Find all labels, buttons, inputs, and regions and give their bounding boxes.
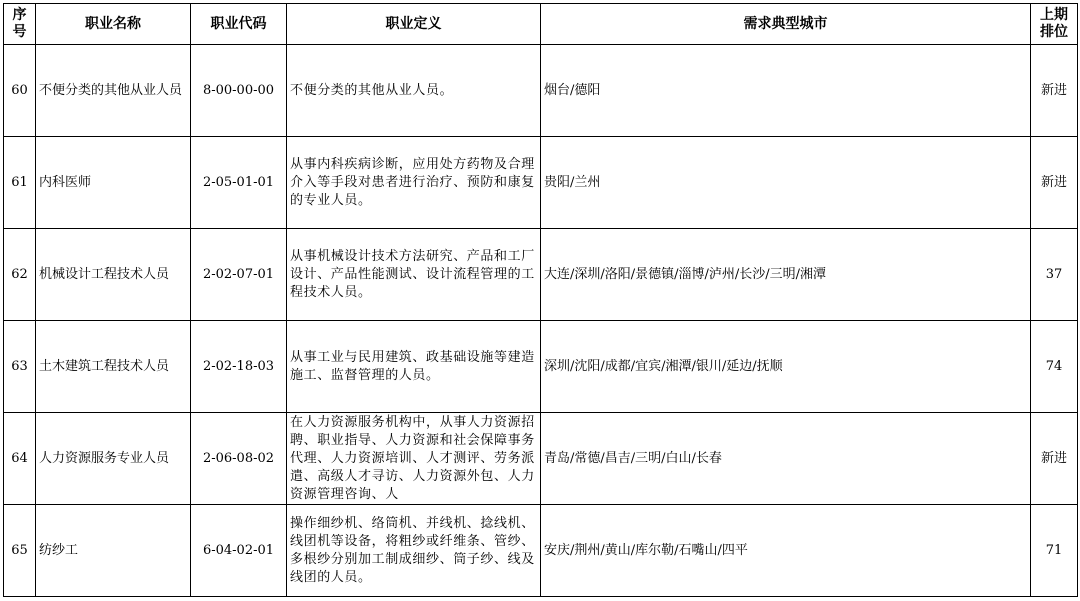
row-definition (287, 505, 541, 597)
row-definition (287, 45, 541, 137)
row-definition (287, 413, 541, 505)
row-num: 65 (4, 505, 36, 597)
row-num: 61 (4, 137, 36, 229)
row-num: 62 (4, 229, 36, 321)
row-code: 2-02-07-01 (191, 229, 287, 321)
row-code: 2-06-08-02 (191, 413, 287, 505)
header-name: 职业名称 (36, 4, 191, 45)
table-row (4, 137, 1078, 229)
row-code: 6-04-02-01 (191, 505, 287, 597)
row-definition (287, 229, 541, 321)
row-definition (287, 137, 541, 229)
row-cities: 安庆/荆州/黄山/库尔勒/石嘴山/四平 (541, 505, 1031, 597)
row-definition (287, 321, 541, 413)
header-num-line2: 号 (12, 24, 27, 40)
row-name: 机械设计工程技术人员 (36, 229, 191, 321)
row-cities: 贵阳/兰州 (541, 137, 1031, 229)
header-cities: 需求典型城市 (541, 4, 1031, 45)
row-rank: 74 (1031, 321, 1078, 413)
row-definition-text: 操作细纱机、络筒机、并线机、捻线机、线团机等设备，将粗纱或纤维条、管纱、多根纱分别加工制成细纱、筒子纱、线及线团的人员。 (290, 515, 535, 585)
row-name: 土木建筑工程技术人员 (36, 321, 191, 413)
table-row (4, 229, 1078, 321)
header-code: 职业代码 (191, 4, 287, 45)
row-num: 63 (4, 321, 36, 413)
table-row (4, 413, 1078, 505)
row-num: 64 (4, 413, 36, 505)
row-cities: 烟台/德阳 (541, 45, 1031, 137)
row-code: 8-00-00-00 (191, 45, 287, 137)
row-definition-text: 在人力资源服务机构中，从事人力资源招聘、职业指导、人力资源和社会保障事务代理、人力资源培训、人才测评、劳务派遣、高级人才寻访、人力资源外包、人力资源管理咨询、人 (290, 414, 535, 502)
row-rank: 新进 (1031, 45, 1078, 137)
header-num-line1: 序 (12, 7, 27, 23)
header-rank-line1: 上期 (1040, 7, 1068, 23)
row-name: 人力资源服务专业人员 (36, 413, 191, 505)
row-definition-text: 从事工业与民用建筑、政基础设施等建造施工、监督管理的人员。 (290, 349, 535, 383)
table-row (4, 45, 1078, 137)
header-rank (1031, 4, 1078, 45)
row-cities: 青岛/常德/昌吉/三明/白山/长春 (541, 413, 1031, 505)
table-row (4, 321, 1078, 413)
row-rank: 新进 (1031, 413, 1078, 505)
row-rank: 37 (1031, 229, 1078, 321)
row-name: 不便分类的其他从业人员 (36, 45, 191, 137)
row-rank: 71 (1031, 505, 1078, 597)
row-definition-text: 从事机械设计技术方法研究、产品和工厂设计、产品性能测试、设计流程管理的工程技术人员。 (290, 248, 535, 300)
header-num (4, 4, 36, 45)
occupation-table (3, 3, 1078, 597)
row-name: 纺纱工 (36, 505, 191, 597)
header-rank-line2: 排位 (1040, 24, 1068, 40)
row-definition-text: 不便分类的其他从业人员。 (290, 82, 454, 98)
row-code: 2-05-01-01 (191, 137, 287, 229)
table-header-row (4, 4, 1078, 45)
row-cities: 深圳/沈阳/成都/宜宾/湘潭/银川/延边/抚顺 (541, 321, 1031, 413)
header-definition: 职业定义 (287, 4, 541, 45)
row-rank: 新进 (1031, 137, 1078, 229)
row-definition-text: 从事内科疾病诊断，应用处方药物及合理介入等手段对患者进行治疗、预防和康复的专业人员。 (290, 156, 535, 208)
row-cities: 大连/深圳/洛阳/景德镇/淄博/泸州/长沙/三明/湘潭 (541, 229, 1031, 321)
row-code: 2-02-18-03 (191, 321, 287, 413)
table-row (4, 505, 1078, 597)
row-name: 内科医师 (36, 137, 191, 229)
row-num: 60 (4, 45, 36, 137)
